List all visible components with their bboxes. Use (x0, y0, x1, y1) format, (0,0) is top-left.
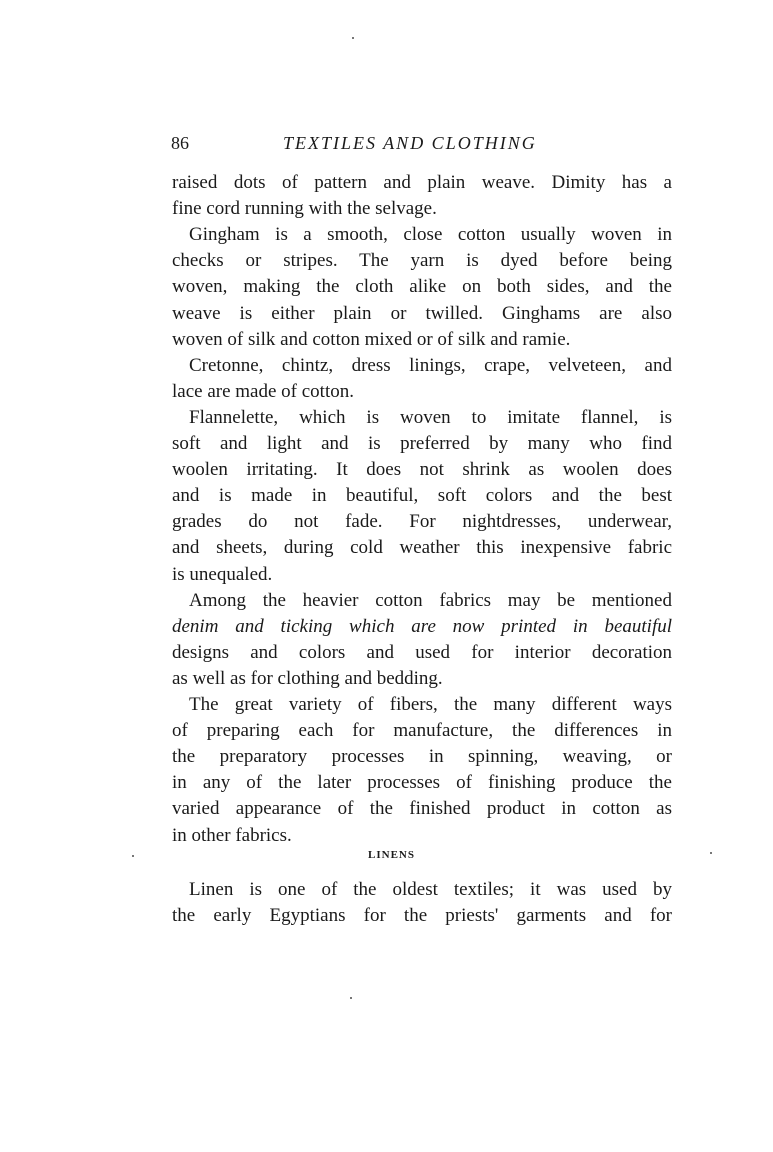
text-line: Cretonne, chintz, dress linings, crape, velveteen, and (189, 354, 672, 376)
text-line: Among the heavier cotton fabrics may be mentioned (189, 589, 672, 611)
text-line: woven of silk and cotton mixed or of silk and ramie. (172, 328, 571, 350)
text-line: woven, making the cloth alike on both sides, and the (172, 276, 672, 298)
text-line: grades do not fade. For nightdresses, underwear, (172, 511, 672, 533)
text-line: checks or stripes. The yarn is dyed before being (172, 250, 672, 272)
section-heading: LINENS (368, 849, 415, 861)
text-line: varied appearance of the finished product in cotton as (172, 798, 672, 820)
text-line: lace are made of cotton. (172, 380, 354, 402)
text-line: the preparatory processes in spinning, weaving, or (172, 746, 672, 768)
scan-speck (350, 997, 352, 999)
text-line: as well as for clothing and bedding. (172, 667, 443, 689)
text-line: denim and ticking which are now printed in beautiful (172, 615, 672, 637)
text-line: weave is either plain or twilled. Ginghams are also (172, 302, 672, 324)
text-line: Linen is one of the oldest textiles; it was used by (189, 878, 672, 900)
text-line: The great variety of fibers, the many different ways (189, 694, 672, 715)
text-line: the early Egyptians for the priests' garments and for (172, 904, 672, 926)
text-line: of preparing each for manufacture, the differences in (172, 720, 672, 742)
text-line: and is made in beautiful, soft colors and the best (172, 485, 672, 507)
scan-speck (710, 852, 712, 854)
text-line: raised dots of pattern and plain weave. Dimity has a (172, 172, 672, 193)
scan-speck (132, 855, 134, 857)
text-line: Flannelette, which is woven to imitate flannel, is (189, 406, 672, 428)
text-line: in other fabrics. (172, 824, 292, 846)
text-line: woolen irritating. It does not shrink as woolen does (172, 459, 672, 481)
text-line: is unequaled. (172, 563, 273, 585)
text-line: in any of the later processes of finishing produce the (172, 772, 672, 794)
running-title: TEXTILES AND CLOTHING (283, 133, 537, 153)
text-line: fine cord running with the selvage. (172, 198, 437, 220)
text-line: soft and light and is preferred by many who find (172, 433, 672, 454)
text-line: Gingham is a smooth, close cotton usually woven in (189, 224, 672, 246)
scan-speck (352, 37, 354, 39)
text-line: and sheets, during cold weather this inexpensive fabric (172, 537, 672, 559)
text-line: designs and colors and used for interior decoration (172, 641, 672, 663)
page-number: 86 (171, 133, 189, 153)
